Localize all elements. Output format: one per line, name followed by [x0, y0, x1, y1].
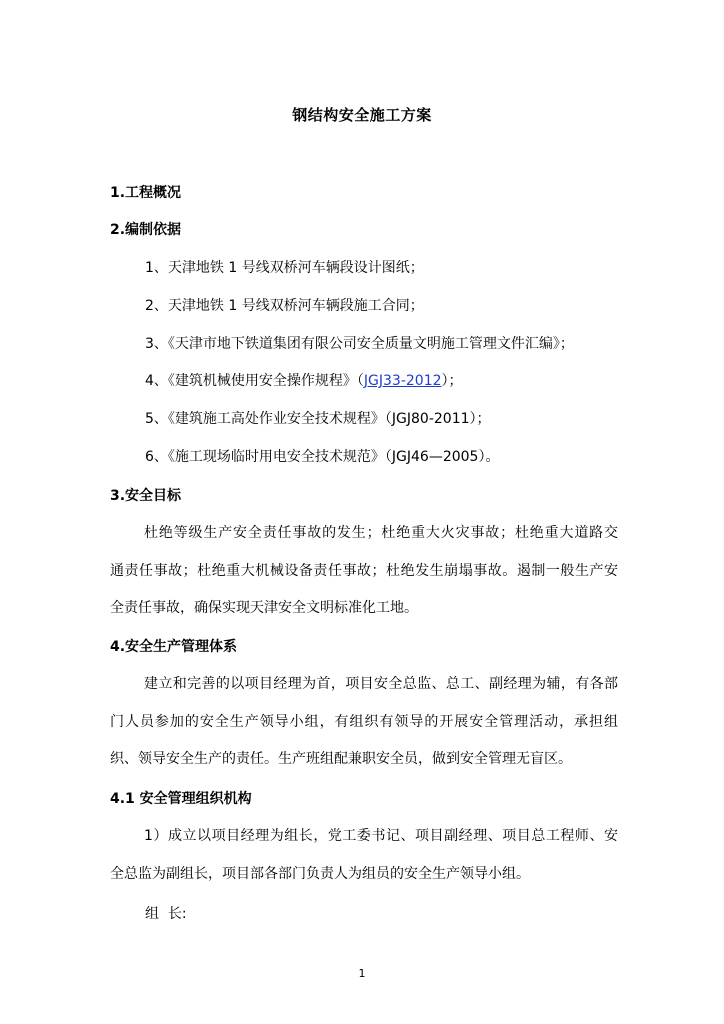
standard-link[interactable]: JGJ33-2012: [363, 373, 442, 389]
section-heading-management-system: 4.安全生产管理体系: [110, 639, 238, 655]
management-system-paragraph: [110, 673, 618, 786]
paragraph-line: 1）成立以项目经理为组长，党工委书记、项目副经理、项目总工程师、安: [144, 828, 618, 844]
section-heading-basis: 2.编制依据: [110, 222, 182, 238]
paragraph-line: 全总监为副组长，项目部各部门负责人为组员的安全生产领导小组。: [110, 865, 530, 882]
basis-item-4: [145, 370, 463, 390]
document-title: 钢结构安全施工方案: [292, 106, 432, 124]
paragraph-line: 杜绝等级生产安全责任事故的发生；杜绝重大火灾事故；杜绝重大道路交: [144, 525, 618, 541]
page-number: 1: [358, 967, 366, 980]
basis-item-4-text: 4、《建筑机械使用安全操作规程》（: [145, 373, 364, 389]
basis-item-3: 3、《天津市地下铁道集团有限公司安全质量文明施工管理文件汇编》；: [145, 336, 574, 352]
subsection-heading-organization: 4.1 安全管理组织机构: [110, 791, 252, 807]
basis-item-6: 6、《施工现场临时用电安全技术规范》（JGJ46—2005）。: [145, 449, 500, 465]
paragraph-line: 通责任事故；杜绝重大机械设备责任事故；杜绝发生崩塌事故。遏制一般生产安: [110, 562, 618, 579]
leader-label: 组 长:: [145, 906, 187, 922]
basis-item-5: 5、《建筑施工高处作业安全技术规程》（JGJ80-2011）；: [145, 411, 491, 427]
basis-item-4-tail: ）；: [441, 373, 463, 389]
paragraph-line: 织、领导安全生产的责任。生产班组配兼职安全员，做到安全管理无盲区。: [110, 751, 572, 767]
section-heading-safety-goal: 3.安全目标: [110, 488, 182, 504]
basis-item-1: 1、天津地铁 1 号线双桥河车辆段设计图纸；: [145, 260, 424, 276]
paragraph-line: 建立和完善的以项目经理为首，项目安全总监、总工、副经理为辅，有各部: [144, 676, 618, 692]
section-heading-overview: 1.工程概况: [110, 185, 182, 201]
organization-paragraph: [110, 825, 618, 900]
paragraph-line: 全责任事故，确保实现天津安全文明标准化工地。: [110, 600, 418, 616]
paragraph-line: 门人员参加的安全生产领导小组，有组织有领导的开展安全管理活动，承担组: [110, 713, 618, 730]
basis-item-2: 2、天津地铁 1 号线双桥河车辆段施工合同；: [145, 298, 424, 314]
safety-goal-paragraph: [110, 522, 618, 635]
